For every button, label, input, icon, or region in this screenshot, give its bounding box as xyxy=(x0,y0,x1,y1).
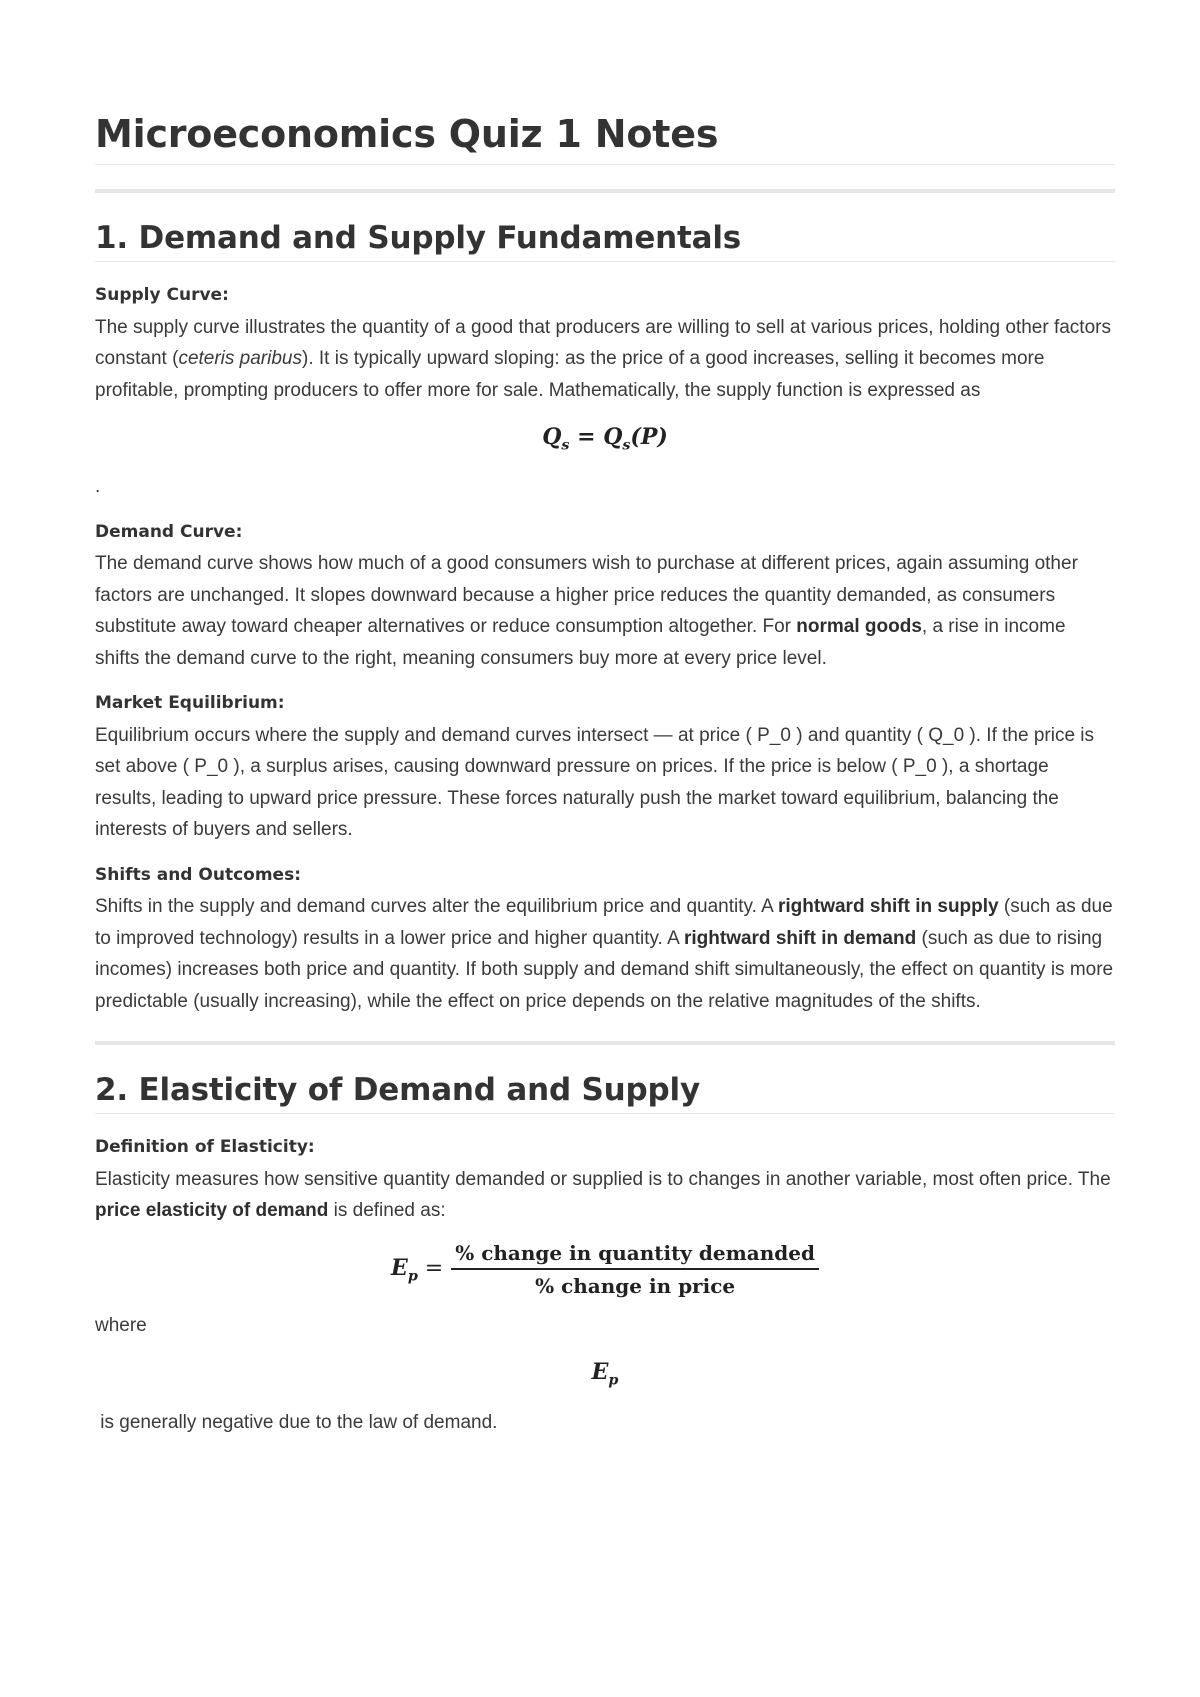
section-divider xyxy=(95,1041,1115,1045)
formula-trailing-period: . xyxy=(95,476,101,498)
section-heading-demand-supply: 1. Demand and Supply Fundamentals xyxy=(95,217,1115,262)
where-text: where xyxy=(95,1314,147,1336)
document-page xyxy=(95,108,1115,1452)
supply-function-formula: $Q_s = Q_s(P)$ xyxy=(542,424,668,454)
supply-text-a: The supply curve illustrates the quantity of a good that producers are willing to sell at various prices, holding other factors constant ( xyxy=(95,316,1111,369)
fraction-numerator: % change in quantity demanded xyxy=(451,1241,819,1270)
supply-curve-paragraph xyxy=(95,280,1115,406)
market-equilibrium-paragraph: Market Equilibrium: Equilibrium occurs where the supply and demand curves intersect — at price ( P_0 ) and quantity ( Q_0 ). If the price is set above ( P_0 ), a surplus arises, causing downward pressure on prices. If the price is below ( P_0 ), a shortage results, leading to upward price pressure. These forces naturally push the market toward equilibrium, balancing the interests of buyers and sellers. xyxy=(95,688,1115,846)
demand-curve-paragraph: Demand Curve: The demand curve shows how much of a good consumers wish to purchase at different prices, again assuming other factors are unchanged. It slopes downward because a higher price reduces the quantity demanded, as consumers substitute away toward cheaper alternatives or reduce consumption altogether. For normal goods, a rise in income shifts the demand curve to the right, meaning consumers buy more at every price level. xyxy=(95,517,1115,675)
section-heading-elasticity: 2. Elasticity of Demand and Supply xyxy=(95,1069,1115,1114)
shifts-outcomes-paragraph: Shifts and Outcomes: Shifts in the supply and demand curves alter the equilibrium price and quantity. A rightward shift in supply (such as due to improved technology) results in a lower price and higher quantity. A rightward shift in demand (such as due to rising incomes) increases both price and quantity. If both supply and demand shift simultaneously, the effect on quantity is more predictable (usually increasing), while the effect on price depends on the relative magnitudes of the shifts. xyxy=(95,860,1115,1018)
elasticity-symbol: $E_p$ xyxy=(591,1359,619,1389)
demand-curve-label: Demand Curve: xyxy=(95,521,243,542)
supply-curve-label: Supply Curve: xyxy=(95,285,229,305)
elasticity-definition-paragraph: Definition of Elasticity: Elasticity measures how sensitive quantity demanded or supplied is to changes in another variable, most often price. The price elasticity of demand is defined as: xyxy=(95,1132,1115,1227)
elasticity-formula: $E_p$ = $\frac{\text{\% change in quantity demanded}}{\text{\% change in price}}$ xyxy=(95,1241,1115,1298)
supply-shift-term: rightward shift in supply xyxy=(778,896,999,918)
normal-goods-term: normal goods xyxy=(796,616,922,638)
shifts-outcomes-label: Shifts and Outcomes: xyxy=(95,864,301,885)
section-divider xyxy=(95,189,1115,193)
document-title: Microeconomics Quiz 1 Notes xyxy=(95,108,1115,165)
fraction-denominator: % change in price xyxy=(535,1273,736,1298)
supply-text-b: ). It is typically upward sloping: as the price of a good increases, selling it becomes more profitable, prompting producers to offer more for sale. Mathematically, the supply function is expressed as xyxy=(95,348,1045,401)
price-elasticity-term: price elasticity of demand xyxy=(95,1200,329,1222)
market-equilibrium-label: Market Equilibrium: xyxy=(95,693,285,714)
supply-text-italic: ceteris paribus xyxy=(178,348,302,369)
demand-shift-term: rightward shift in demand xyxy=(683,927,917,949)
elasticity-sign-note: is generally negative due to the law of demand. xyxy=(95,1411,498,1433)
elasticity-definition-label: Definition of Elasticity: xyxy=(95,1137,315,1158)
elasticity-fraction xyxy=(451,1241,819,1298)
